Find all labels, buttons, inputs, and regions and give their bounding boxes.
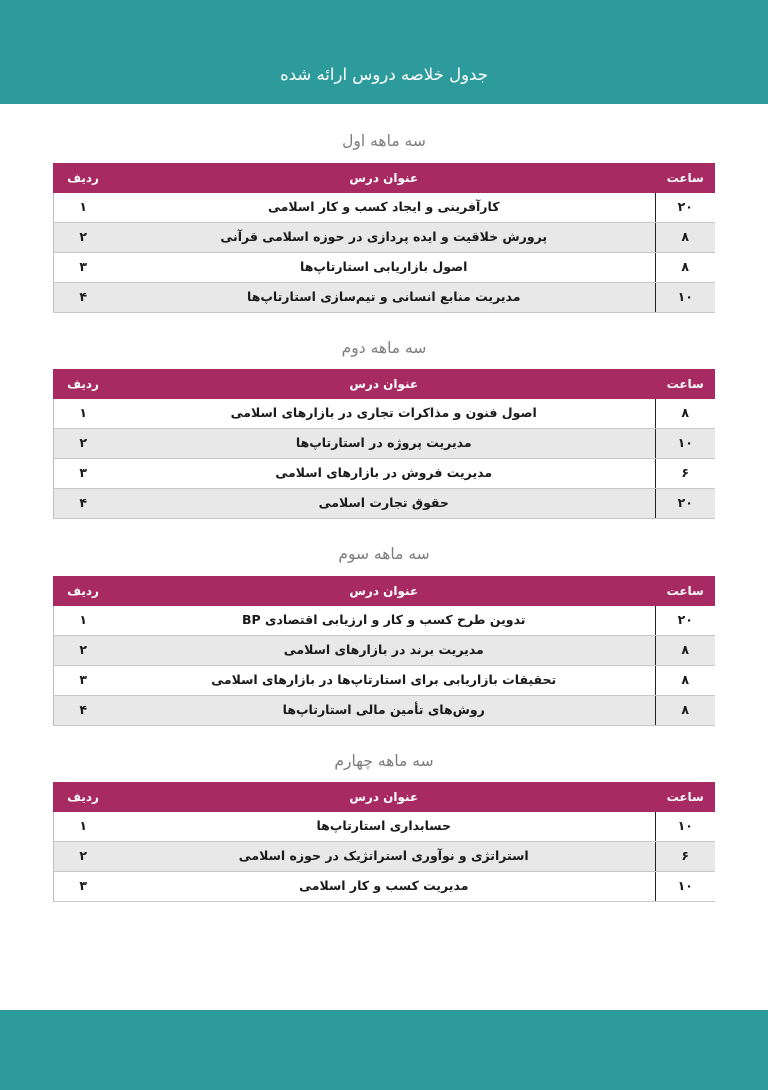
table-header-row: [53, 782, 715, 812]
cell-hours: ۸: [655, 695, 715, 725]
column-header-course-title: عنوان درس: [113, 576, 655, 606]
cell-row-number: ۲: [53, 222, 113, 252]
table-row: [53, 842, 715, 872]
cell-row-number: ۲: [53, 429, 113, 459]
cell-hours: ۸: [655, 222, 715, 252]
table-row: [53, 665, 715, 695]
cell-row-number: ۳: [53, 252, 113, 282]
cell-row-number: ۱: [53, 399, 113, 429]
table-row: [53, 459, 715, 489]
cell-row-number: ۲: [53, 842, 113, 872]
cell-course-title: مدیریت فروش در بازارهای اسلامی: [113, 459, 655, 489]
page-content: [0, 104, 768, 902]
table-row: [53, 812, 715, 842]
column-header-hours: ساعت: [655, 576, 715, 606]
column-header-row-number: ردیف: [53, 576, 113, 606]
cell-course-title: پرورش خلاقیت و ایده پردازی در حوزه اسلامی قرآنی: [113, 222, 655, 252]
cell-hours: ۸: [655, 635, 715, 665]
column-header-course-title: عنوان درس: [113, 163, 655, 193]
cell-course-title: حقوق تجارت اسلامی: [113, 489, 655, 519]
cell-row-number: ۴: [53, 695, 113, 725]
cell-course-title: اصول فنون و مذاکرات تجاری در بازارهای اسلامی: [113, 399, 655, 429]
cell-row-number: ۳: [53, 665, 113, 695]
column-header-course-title: عنوان درس: [113, 782, 655, 812]
course-table: [53, 782, 716, 902]
cell-row-number: ۱: [53, 606, 113, 636]
cell-course-title: کارآفرینی و ایجاد کسب و کار اسلامی: [113, 193, 655, 223]
column-header-hours: ساعت: [655, 163, 715, 193]
table-row: [53, 222, 715, 252]
cell-hours: ۲۰: [655, 489, 715, 519]
column-header-row-number: ردیف: [53, 782, 113, 812]
cell-hours: ۱۰: [655, 429, 715, 459]
table-row: [53, 193, 715, 223]
column-header-row-number: ردیف: [53, 369, 113, 399]
cell-hours: ۶: [655, 459, 715, 489]
cell-row-number: ۱: [53, 193, 113, 223]
course-table: [53, 163, 716, 313]
cell-course-title: مدیریت کسب و کار اسلامی: [113, 872, 655, 902]
course-table: [53, 369, 716, 519]
table-row: [53, 252, 715, 282]
cell-course-title: روش‌های تأمین مالی استارتاپ‌ها: [113, 695, 655, 725]
column-header-hours: ساعت: [655, 782, 715, 812]
column-header-hours: ساعت: [655, 369, 715, 399]
table-row: [53, 429, 715, 459]
table-row: [53, 695, 715, 725]
cell-course-title: مدیریت منابع انسانی و تیم‌سازی استارتاپ‌ها: [113, 282, 655, 312]
table-header-row: [53, 576, 715, 606]
cell-course-title: تحقیقات بازاریابی برای استارتاپ‌ها در بازارهای اسلامی: [113, 665, 655, 695]
quarter-section: [53, 104, 715, 313]
cell-hours: ۸: [655, 665, 715, 695]
section-title: سه ماهه سوم: [338, 545, 430, 563]
table-row: [53, 872, 715, 902]
cell-row-number: ۲: [53, 635, 113, 665]
cell-hours: ۸: [655, 399, 715, 429]
table-header-row: [53, 369, 715, 399]
page-footer-band: [0, 1010, 768, 1090]
cell-hours: ۲۰: [655, 193, 715, 223]
section-title: سه ماهه چهارم: [334, 751, 434, 770]
quarter-section: [53, 313, 715, 520]
table-row: [53, 399, 715, 429]
column-header-row-number: ردیف: [53, 163, 113, 193]
cell-course-title: استراتژی و نوآوری استراتژیک در حوزه اسلامی: [113, 842, 655, 872]
cell-course-title: اصول بازاریابی استارتاپ‌ها: [113, 252, 655, 282]
sections-container: [0, 104, 768, 902]
cell-hours: ۱۰: [655, 872, 715, 902]
table-row: [53, 282, 715, 312]
cell-row-number: ۴: [53, 489, 113, 519]
column-header-course-title: عنوان درس: [113, 369, 655, 399]
cell-hours: ۱۰: [655, 282, 715, 312]
table-header-row: [53, 163, 715, 193]
quarter-section: [53, 726, 715, 903]
cell-hours: ۸: [655, 252, 715, 282]
section-title: سه ماهه اول: [342, 132, 426, 150]
cell-row-number: ۳: [53, 872, 113, 902]
cell-course-title: مدیریت پروژه در استارتاپ‌ها: [113, 429, 655, 459]
page-title: جدول خلاصه دروس ارائه شده: [280, 65, 488, 84]
cell-hours: ۲۰: [655, 606, 715, 636]
cell-course-title: تدوین طرح کسب و کار و ارزیابی اقتصادی BP: [113, 606, 655, 636]
cell-hours: ۶: [655, 842, 715, 872]
cell-course-title: حسابداری استارتاپ‌ها: [113, 812, 655, 842]
cell-row-number: ۴: [53, 282, 113, 312]
cell-row-number: ۱: [53, 812, 113, 842]
table-row: [53, 606, 715, 636]
table-row: [53, 635, 715, 665]
course-table: [53, 576, 716, 726]
page-header-band: [0, 0, 768, 104]
quarter-section: [53, 519, 715, 726]
cell-row-number: ۳: [53, 459, 113, 489]
cell-course-title: مدیریت برند در بازارهای اسلامی: [113, 635, 655, 665]
cell-hours: ۱۰: [655, 812, 715, 842]
table-row: [53, 489, 715, 519]
section-title: سه ماهه دوم: [341, 338, 427, 357]
